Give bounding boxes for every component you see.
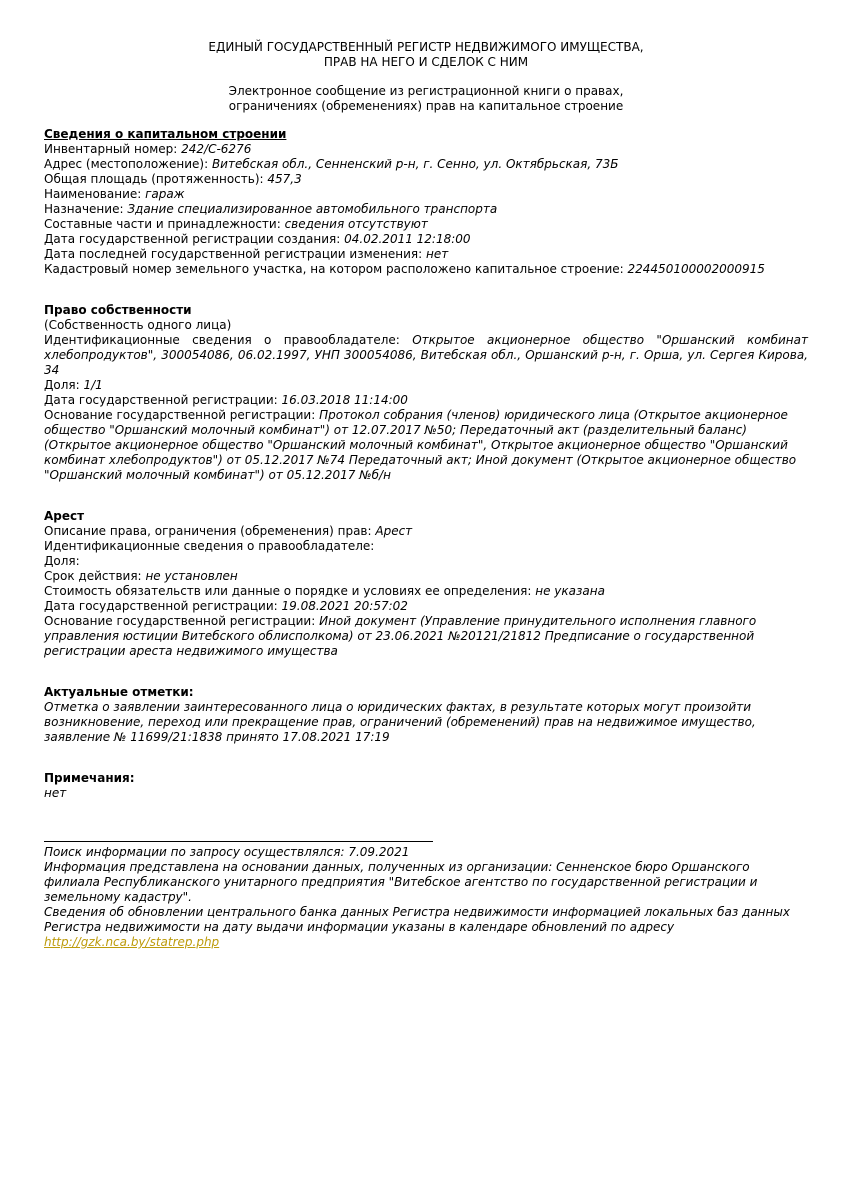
- registry-title-line1: ЕДИНЫЙ ГОСУДАРСТВЕННЫЙ РЕГИСТР НЕДВИЖИМОГО ИМУЩЕСТВА,: [208, 40, 644, 54]
- field-value: не установлен: [145, 569, 238, 583]
- section-building-header-text: Сведения о капитальном строении: [44, 127, 287, 141]
- field-row-share: [44, 378, 808, 393]
- field-row-total-area: [44, 172, 808, 187]
- section-current-marks: [44, 685, 808, 745]
- registry-title-line2: ПРАВ НА НЕГО И СДЕЛОК С НИМ: [323, 55, 529, 69]
- field-row-components: [44, 217, 808, 232]
- field-label: Идентификационные сведения о правообладателе:: [44, 333, 400, 347]
- field-value: 457,3: [267, 172, 302, 186]
- current-marks-text: Отметка о заявлении заинтересованного лица о юридических фактах, в результате которых могут произойти возникновение, переход или прекращение прав, ограничений (обременений) прав на недвижимое имущество, заявление № 11699/21:1838 принято 17.08.2021 17:19: [44, 700, 756, 744]
- section-building-header: [44, 127, 808, 142]
- field-label: Дата последней государственной регистрации изменения:: [44, 247, 423, 261]
- field-value: Иной документ (Управление принудительного исполнения главного управления юстиции Витебского облисполкома) от 23.06.2021 №20121/21812 Предписание о государственной регистрации ареста недвижимого имущества: [44, 614, 757, 658]
- field-label: Доля:: [44, 554, 80, 568]
- field-label: Кадастровый номер земельного участка, на котором расположено капитальное строение:: [44, 262, 624, 276]
- arrest-basis-paragraph: [44, 614, 808, 659]
- field-value: нет: [426, 247, 449, 261]
- field-row-last-change-reg-date: [44, 247, 808, 262]
- field-label: Стоимость обязательств или данные о порядке и условиях ее определения:: [44, 584, 532, 598]
- field-label: Инвентарный номер:: [44, 142, 178, 156]
- section-ownership-header: Право собственности: [44, 303, 192, 317]
- field-label: Дата государственной регистрации:: [44, 599, 278, 613]
- ownership-holder-paragraph: [44, 333, 808, 378]
- field-label: Дата государственной регистрации создания:: [44, 232, 341, 246]
- section-current-marks-header: Актуальные отметки:: [44, 685, 194, 699]
- ownership-type: (Собственность одного лица): [44, 318, 232, 332]
- document-subtitle-line1: Электронное сообщение из регистрационной книги о правах,: [228, 84, 624, 98]
- ownership-basis-paragraph: [44, 408, 808, 483]
- field-label: Идентификационные сведения о правообладателе:: [44, 539, 375, 553]
- field-row-creation-reg-date: [44, 232, 808, 247]
- field-row-reg-date: [44, 599, 808, 614]
- field-row-cadastral-number: [44, 262, 808, 277]
- field-value: 1/1: [83, 378, 103, 392]
- field-value: не указана: [535, 584, 605, 598]
- field-label: Дата государственной регистрации:: [44, 393, 278, 407]
- footer-separator-line: [44, 828, 433, 842]
- field-row-reg-date: [44, 393, 808, 408]
- section-arrest: [44, 509, 808, 659]
- field-value: 04.02.2011 12:18:00: [344, 232, 471, 246]
- footer-update-note-line2: Регистра недвижимости на дату выдачи информации указаны в календаре обновлений по адресу: [44, 920, 675, 934]
- field-label: Назначение:: [44, 202, 124, 216]
- field-label: Наименование:: [44, 187, 142, 201]
- field-label: Основание государственной регистрации:: [44, 408, 316, 422]
- notes-value: нет: [44, 786, 67, 800]
- field-label: Срок действия:: [44, 569, 142, 583]
- field-value: 16.03.2018 11:14:00: [281, 393, 408, 407]
- field-label: Доля:: [44, 378, 80, 392]
- field-value: Протокол собрания (членов) юридического лица (Открытое акционерное общество "Оршанский молочный комбинат") от 12.07.2017 №50; Передаточный акт (разделительный баланс) (Открытое акционерное общество "Оршанский молочный комбинат", Открытое акционерное общество "Оршанский комбинат хлебопродуктов") от 05.12.2017 №74 Передаточный акт; Иной документ (Открытое акционерное общество "Оршанский молочный комбинат") от 05.12.2017 №б/н: [44, 408, 797, 482]
- document-subtitle-line2: ограничениях (обременениях) прав на капитальное строение: [228, 99, 624, 113]
- field-value: 19.08.2021 20:57:02: [281, 599, 408, 613]
- field-row-purpose: [44, 202, 808, 217]
- section-notes-header: Примечания:: [44, 771, 135, 785]
- field-row-inventory-number: [44, 142, 808, 157]
- field-row-address: [44, 157, 808, 172]
- section-ownership: [44, 303, 808, 483]
- field-label: Составные части и принадлежности:: [44, 217, 281, 231]
- section-arrest-header: Арест: [44, 509, 85, 523]
- footer-search-date: Поиск информации по запросу осуществлялся: 7.09.2021: [44, 845, 410, 859]
- registry-title: [44, 40, 808, 70]
- field-value: Открытое акционерное общество "Оршанский комбинат хлебопродуктов", 300054086, 06.02.1997, УНП 300054086, Витебская обл., Оршанский р-н, г. Орша, ул. Сергея Кирова, 34: [44, 333, 808, 377]
- footer-update-note: [44, 905, 808, 935]
- field-label: Описание права, ограничения (обременения) прав:: [44, 524, 372, 538]
- field-row-share: [44, 554, 808, 569]
- field-value: сведения отсутствуют: [284, 217, 428, 231]
- field-value: Витебская обл., Сенненский р-н, г. Сенно, ул. Октябрьская, 73Б: [211, 157, 619, 171]
- statrep-link[interactable]: http://gzk.nca.by/statrep.php: [44, 935, 220, 949]
- field-row-name: [44, 187, 808, 202]
- field-row-obligation-value: [44, 584, 808, 599]
- document-footer: [44, 828, 808, 950]
- field-value: гараж: [145, 187, 185, 201]
- field-value: 242/С-6276: [181, 142, 252, 156]
- field-value: Здание специализированное автомобильного транспорта: [127, 202, 498, 216]
- section-notes: [44, 771, 808, 801]
- footer-info-source: Информация представлена на основании данных, полученных из организации: Сенненское бюро Оршанского филиала Республиканского унитарного предприятия "Витебское агентство по государственной регистрации и земельному кадастру".: [44, 860, 758, 904]
- field-label: Общая площадь (протяженность):: [44, 172, 264, 186]
- field-value: 224450100002000915: [627, 262, 765, 276]
- footer-update-note-line1: Сведения об обновлении центрального банка данных Регистра недвижимости информацией локальных баз данных: [44, 905, 790, 919]
- section-building-info: [44, 127, 808, 277]
- field-label: Адрес (местоположение):: [44, 157, 209, 171]
- field-value: Арест: [375, 524, 413, 538]
- field-row-validity-term: [44, 569, 808, 584]
- field-label: Основание государственной регистрации:: [44, 614, 316, 628]
- field-row-right-description: [44, 524, 808, 539]
- document-subtitle: [44, 84, 808, 114]
- field-row-holder-id: [44, 539, 808, 554]
